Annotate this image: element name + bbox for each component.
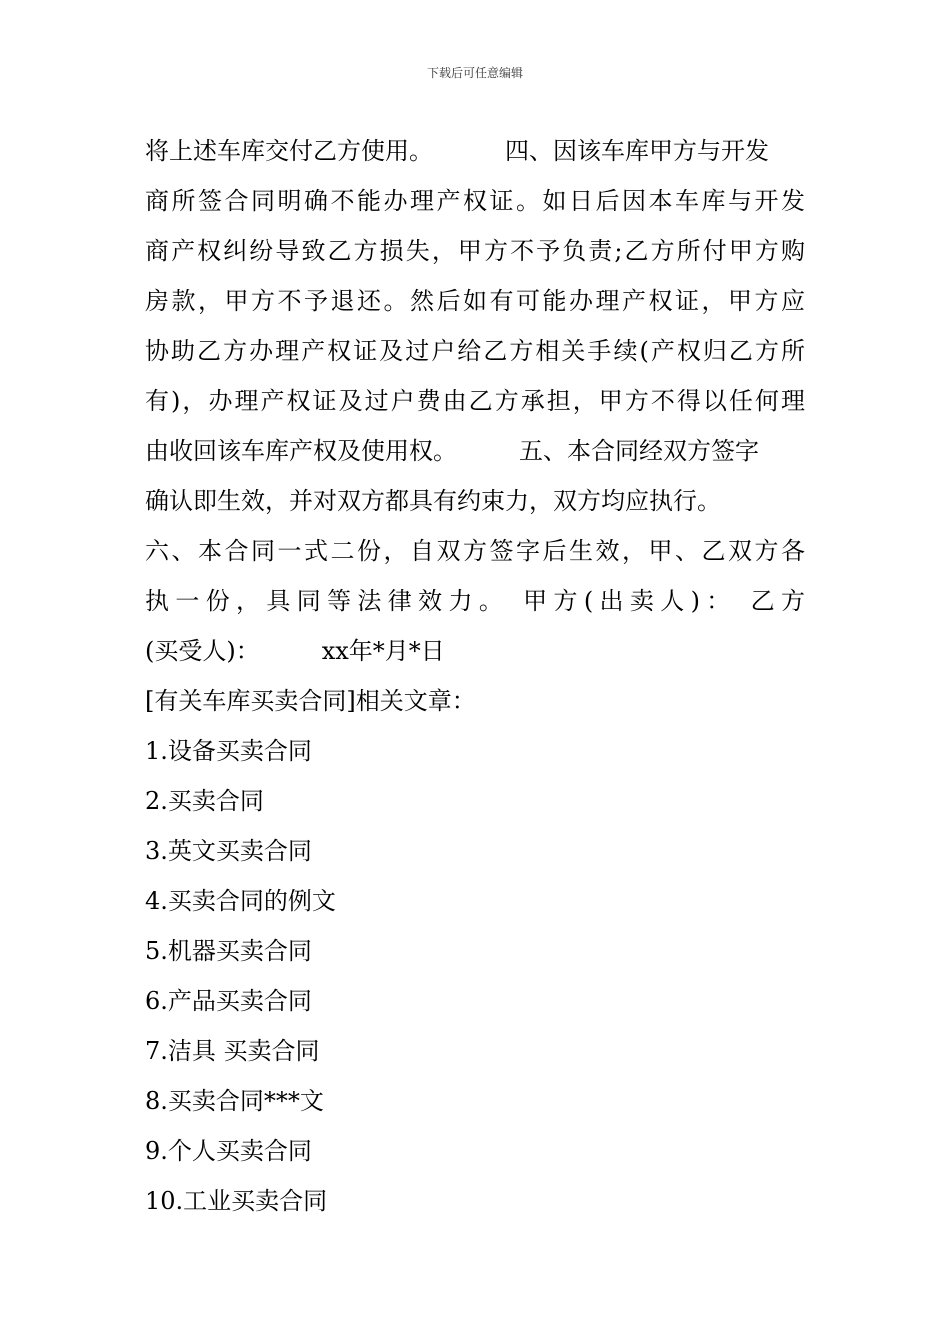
related-article-link[interactable]: 1.设备买卖合同 [145, 737, 312, 765]
paragraph-segment: 四、因该车库甲方与开发 [505, 137, 769, 165]
paragraph-line: 有)，办理产权证及过户费由乙方承担，甲方不得以任何理 [145, 387, 805, 415]
related-article-link[interactable]: 4.买卖合同的例文 [145, 887, 336, 915]
paragraph-line: 房款，甲方不予退还。然后如有可能办理产权证，甲方应 [145, 287, 805, 315]
paragraph-line: 商所签合同明确不能办理产权证。如日后因本车库与开发 [145, 187, 805, 215]
paragraph-line [145, 426, 805, 476]
paragraph-line [145, 626, 805, 676]
related-article-link[interactable]: 3.英文买卖合同 [145, 837, 312, 865]
related-article-link[interactable]: 2.买卖合同 [145, 787, 264, 815]
page-header: 下载后可任意编辑 [426, 66, 523, 80]
related-article-link[interactable]: 8.买卖合同***文 [145, 1087, 324, 1115]
paragraph-segment: xx年*月*日 [321, 637, 445, 665]
paragraph-segment: 执一份，具同等法律效力。 [145, 587, 510, 615]
paragraph-line: 六、本合同一式二份，自双方签字后生效，甲、乙双方各 [145, 537, 805, 565]
paragraph-segment: 五、本合同经双方签字 [519, 437, 759, 465]
related-article-link[interactable]: 6.产品买卖合同 [145, 987, 312, 1015]
paragraph-segment: 乙方 [750, 587, 805, 615]
paragraph-line: 协助乙方办理产权证及过户给乙方相关手续(产权归乙方所 [145, 337, 805, 365]
paragraph-segment: 将上述车库交付乙方使用。 [145, 137, 433, 165]
document-body [145, 126, 805, 1226]
paragraph-segment: (买受人)： [145, 637, 260, 665]
related-article-link[interactable]: 7.洁具 买卖合同 [145, 1037, 320, 1065]
paragraph-line [145, 576, 805, 626]
related-article-link[interactable]: 10.工业买卖合同 [145, 1187, 328, 1215]
related-article-link[interactable]: 5.机器买卖合同 [145, 937, 312, 965]
related-article-link[interactable]: 9.个人买卖合同 [145, 1137, 312, 1165]
paragraph-segment: 由收回该车库产权及使用权。 [145, 437, 457, 465]
related-heading: [有关车库买卖合同]相关文章： [145, 687, 476, 715]
paragraph-line: 确认即生效，并对双方都具有约束力，双方均应执行。 [145, 487, 721, 515]
paragraph-line [145, 126, 805, 176]
paragraph-segment: 甲方(出卖人)： [523, 587, 737, 615]
paragraph-line: 商产权纠纷导致乙方损失，甲方不予负责;乙方所付甲方购 [145, 237, 805, 265]
